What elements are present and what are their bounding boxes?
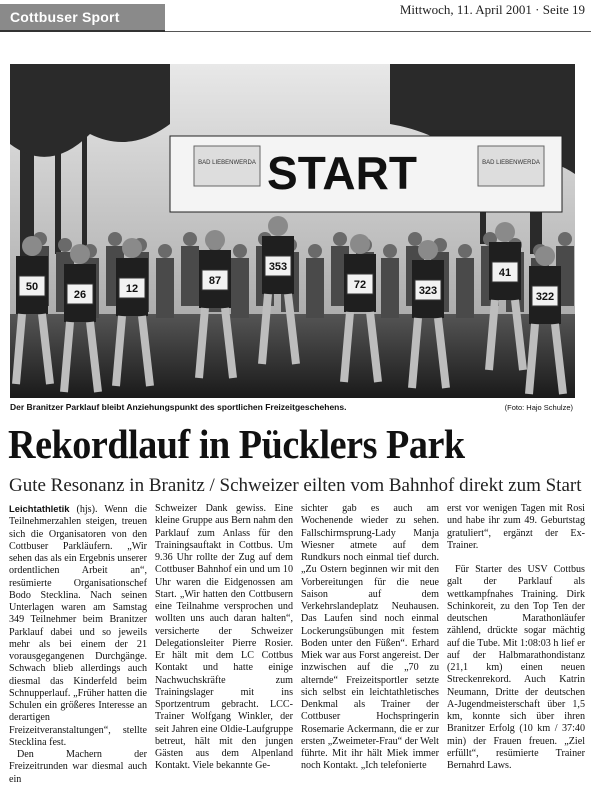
- runner-bib-number: 41: [498, 267, 512, 279]
- crowd-runner: [458, 244, 472, 258]
- column-2: [155, 503, 293, 772]
- col3-paragraph-1: sichter gab es auch am Wochenende wieder zu sehen. Fallschirmsprung-Lady Manja Wiesner atmete auf dem Rundkurs noch einmal tief durch. „Zu Ostern beginnen wir mit den Vorbereitungen für die neue Saison auf dem Verkehrslandeplatz Neuhausen. Das Laufen sind noch einmal Lockerungsübungen mit festem Boden unter den Füßen“. Erhard Miek war aus Forst angereist. Der inzwischen auf die „70 zu alternde“ Freizeitsportler setzte sich selbst ein leichtathletisches Denkmal als Trainer der Cottbuser Hochspringerin Rosemarie Ackermann, die er zur ersten „Zweimeter-Frau“ der Welt führte. Mit ihr hält Miek immer noch Kontakt. „Ich telefonierte: [301, 503, 439, 772]
- section-title: Cottbuser Sport: [10, 9, 120, 25]
- crowd-runner: [158, 244, 172, 258]
- column-3: [301, 503, 439, 772]
- race-photo-illustration: [10, 64, 575, 398]
- sponsor-logo-right: BAD LIEBENWERDA: [482, 160, 540, 166]
- col4-paragraph-2: Für Starter des USV Cottbus galt der Parklauf als wettkampfnahes Training. Dirk Schinkoreit, zu den Top Ten der deutschen Marathonläufer zählend, drückte sogar mächtig auf die Tube. Mit 1:08:03 h lief er auf der Halbmarathondistanz (21,1 km) einen neuen Streckenrekord. Auch Katrin Neumann, Dritte der deutschen A-Jugendmeisterschaft über 1,5 km, konnte sich über ihren Branitzer Erfolg (10 km / 37:40 min) der Frauen freuen. „Ziel erfüllt“, resümierte Trainer Bernahrd Laws.: [447, 564, 585, 771]
- crowd-runner: [558, 232, 572, 246]
- crowd-runner-body: [306, 258, 324, 318]
- crowd-runner: [408, 232, 422, 246]
- article-body: [9, 503, 585, 785]
- runner-bib-number: 12: [125, 283, 139, 295]
- masthead: [0, 0, 591, 40]
- start-banner: [170, 136, 562, 212]
- runner-bib-number: 26: [73, 289, 87, 301]
- section-tab: [0, 4, 165, 32]
- runner-bib-number: 353: [268, 261, 288, 273]
- crowd-runner-body: [231, 258, 249, 318]
- crowd-runner: [308, 244, 322, 258]
- column-4: [447, 503, 585, 771]
- photo-caption: Der Branitzer Parklauf bleibt Anziehungspunkt des sportlichen Freizeitgeschehens.: [10, 402, 347, 412]
- runner-bib-number: 322: [535, 291, 555, 303]
- runner-bib-number: 323: [418, 285, 438, 297]
- photo-credit: (Foto: Hajo Schulze): [504, 403, 573, 412]
- runner-bib-number: 87: [208, 275, 222, 287]
- dateline-lead: Leichtathletik: [9, 503, 70, 514]
- crowd-runner: [58, 238, 72, 252]
- crowd-runner: [183, 232, 197, 246]
- col4-paragraph-1: erst vor wenigen Tagen mit Rosi und habe ihr zum 49. Geburtstag gratuliert“, ergänzt der Ex-Trainer.: [447, 503, 585, 551]
- crowd-runner-body: [156, 258, 174, 318]
- banner-start-text: START: [267, 147, 417, 199]
- crowd-runner-body: [381, 258, 399, 318]
- crowd-runner-body: [181, 246, 199, 306]
- subhead: Gute Resonanz in Branitz / Schweizer eilten vom Bahnhof direkt zum Start: [9, 475, 582, 496]
- crowd-runner-body: [456, 258, 474, 318]
- col2-paragraph-1: Schweizer Dank gewiss. Eine kleine Gruppe aus Bern nahm den Parklauf zum Anlass für den Trainingsauftakt in Cottbus. Um 9.36 Uhr rollte der Zug auf dem Cottbuser Bahnhof ein und um 10 Uhr waren die Eidgenossen am Start. „Wir hatten den Cottbusern eine Teilnahme versprochen und wollten uns auch daran halten“, versicherte der Schweizer Delegationsleiter Pierre Rosier. Er hält mit dem LC Cottbus Kontakt und hatte einige Nachwuchskräfte zum Trainingslager mit ins Sportzentrum gebracht. LCC-Trainer Wolfgang Winkler, der seit Jahren eine Oldie-Laufgruppe betreut, hält mit den jungen Gästen aus dem Alpenland Kontakt. Viele bekannte Ge-: [155, 503, 293, 772]
- crowd-runner: [333, 232, 347, 246]
- column-1: [9, 503, 148, 785]
- runner-bib-number: 72: [353, 279, 367, 291]
- col1-paragraph-1: (hjs). Wenn die Teilnehmerzahlen steigen, treuen sich die Organisatoren von den Cottbuser Parkläufern. „Wir sehen das als ein Ergebnis unserer ordentlichen Arbeit an“, resümierte Organisationschef Bodo Stecklina. Nach seinen Unterlagen waren am Samstag 349 Teilnehmer beim Branitzer Parklauf dabei und so jeweils mehr als bei einem der 21 vorausgegangenen Durchgänge. Schwach blieb allerdings auch diesmal das Kinderfeld beim Schnupperlauf. „Früher hatten die Schulen ein größeres Interesse an derartigen Freizeitveranstaltungen“, stellte Stecklina fest.: [9, 504, 148, 748]
- race-photo: [10, 64, 575, 398]
- header-rule: [165, 31, 591, 32]
- headline: Rekordlauf in Pücklers Park: [8, 421, 465, 467]
- dateline: Mittwoch, 11. April 2001 · Seite 19: [399, 2, 585, 17]
- sponsor-logo-left: BAD LIEBENWERDA: [198, 160, 256, 166]
- col1-paragraph-2: Den Machern der Freizeitrunden war diesmal auch ein: [9, 749, 147, 785]
- runner-bib-number: 50: [25, 281, 39, 293]
- crowd-runner: [108, 232, 122, 246]
- crowd-runner: [383, 244, 397, 258]
- crowd-runner: [233, 244, 247, 258]
